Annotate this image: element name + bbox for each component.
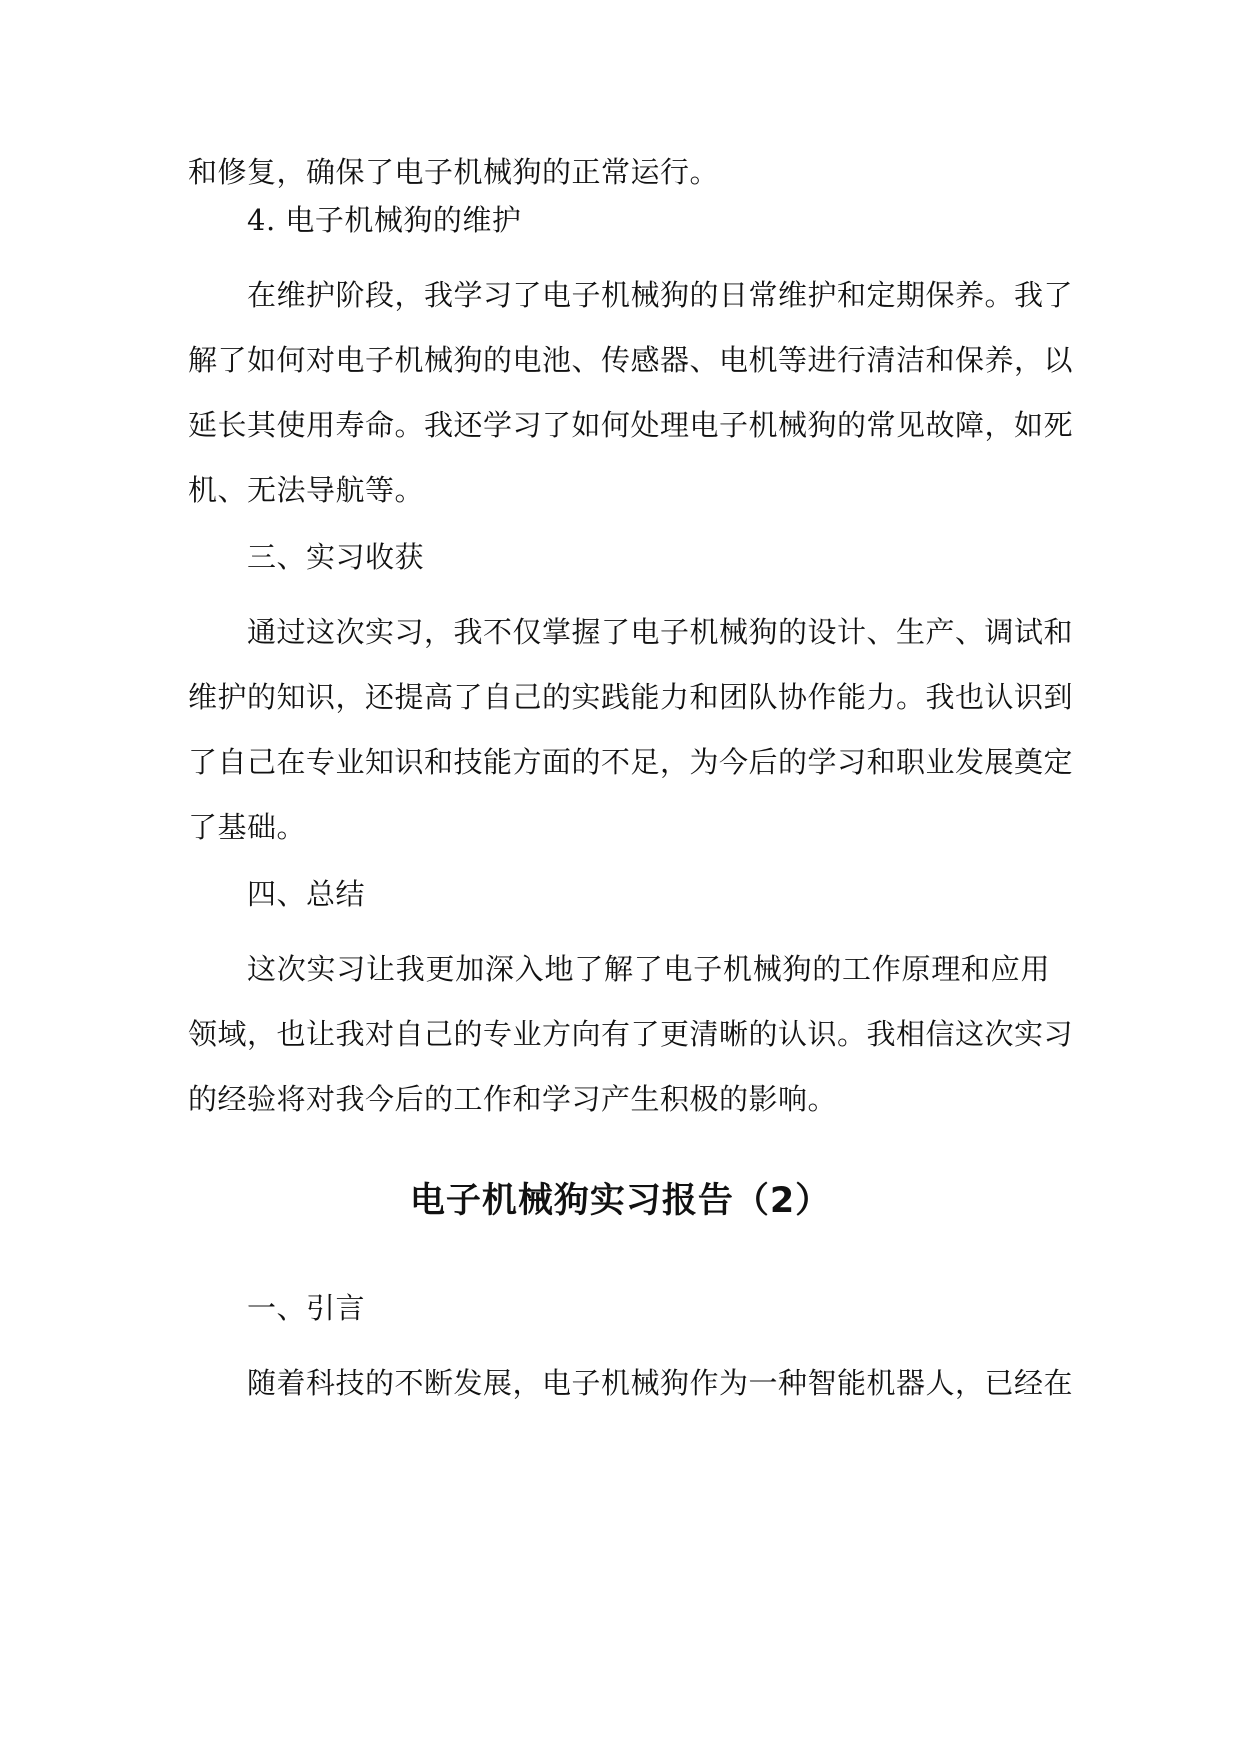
- paragraph-line: 在维护阶段，我学习了电子机械狗的日常维护和定期保养。我了: [247, 278, 1074, 312]
- paragraph-line: 解了如何对电子机械狗的电池、传感器、电机等进行清洁和保养，以: [188, 343, 1074, 377]
- paragraph-line: 了自己在专业知识和技能方面的不足，为今后的学习和职业发展奠定: [188, 745, 1074, 779]
- paragraph-line: 随着科技的不断发展，电子机械狗作为一种智能机器人，已经在: [247, 1366, 1074, 1400]
- paragraph-line: 机、无法导航等。: [188, 473, 425, 507]
- paragraph-line: 这次实习让我更加深入地了解了电子机械狗的工作原理和应用: [247, 952, 1050, 986]
- paragraph-line: 延长其使用寿命。我还学习了如何处理电子机械狗的常见故障，如死: [188, 408, 1074, 442]
- heading-introduction: 一、引言: [247, 1291, 366, 1325]
- paragraph-line: 的经验将对我今后的工作和学习产生积极的影响。: [188, 1082, 838, 1116]
- subheading-maintenance: 4. 电子机械狗的维护: [247, 203, 522, 237]
- paragraph-line: 维护的知识，还提高了自己的实践能力和团队协作能力。我也认识到: [188, 680, 1074, 714]
- paragraph-line: 通过这次实习，我不仅掌握了电子机械狗的设计、生产、调试和: [247, 615, 1074, 649]
- section-title: 电子机械狗实习报告（2）: [409, 1181, 832, 1221]
- heading-summary: 四、总结: [247, 877, 366, 911]
- paragraph-line: 了基础。: [188, 810, 307, 844]
- paragraph-line: 和修复，确保了电子机械狗的正常运行。: [188, 155, 720, 189]
- heading-internship-gains: 三、实习收获: [247, 540, 425, 574]
- paragraph-line: 领域，也让我对自己的专业方向有了更清晰的认识。我相信这次实习: [188, 1017, 1074, 1051]
